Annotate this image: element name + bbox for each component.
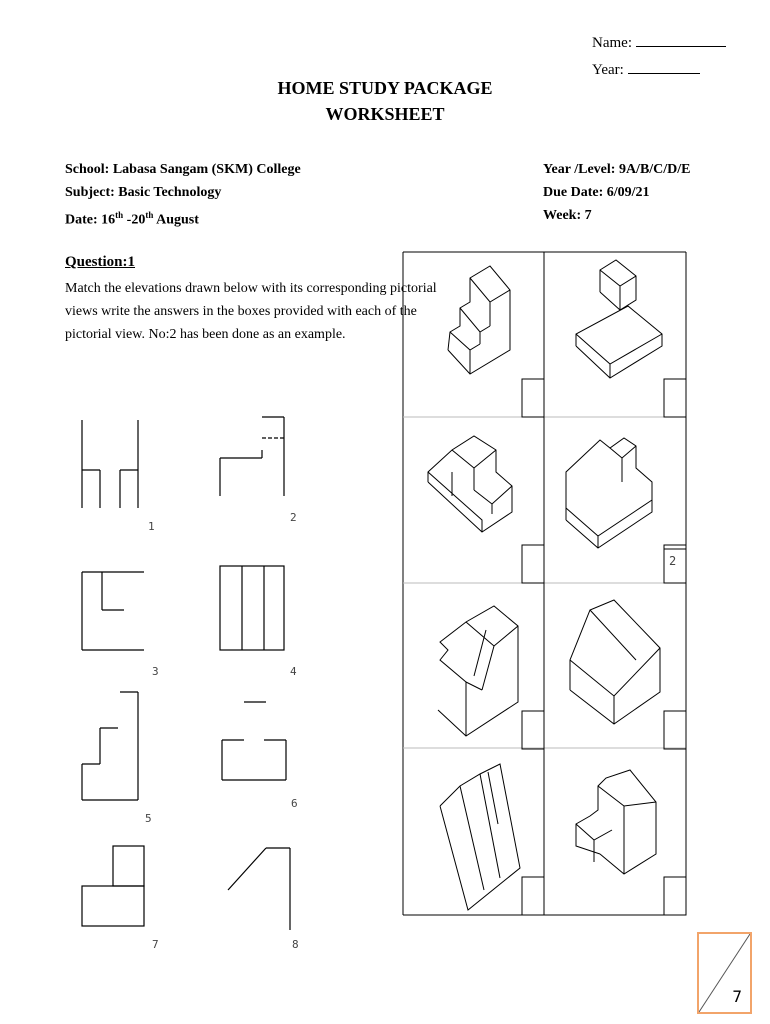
elevations-drawing [0, 400, 360, 960]
pictorial-g [440, 764, 520, 910]
subject-line: Subject: Basic Technology [65, 185, 222, 200]
pictorial-c [428, 436, 512, 532]
pictorial-e [438, 606, 518, 736]
elevation-8 [228, 848, 290, 930]
elevation-label-8: 8 [292, 938, 299, 951]
answer-box-5 [522, 711, 544, 749]
answer-box-3 [522, 545, 544, 583]
school-line: School: Labasa Sangam (SKM) College [65, 162, 301, 177]
name-field[interactable] [592, 33, 726, 52]
elevation-4 [220, 566, 284, 650]
info-right [543, 158, 691, 227]
answer-box-1 [522, 379, 544, 417]
question-text: Match the elevations drawn below with its corresponding pictorial views write the answers in the boxes provided with each of the pictorial view. No:2 has been done as an example. [65, 281, 437, 342]
elevation-7 [82, 846, 144, 926]
date-line: Date: 16th -20th August [65, 210, 199, 228]
elevation-1 [82, 420, 138, 508]
pictorial-grid [400, 250, 690, 920]
elevation-5 [82, 692, 138, 800]
pictorial-b [576, 260, 662, 378]
page-number: 7 [732, 987, 742, 1006]
question-heading: Question:1 [65, 254, 136, 270]
page-title: HOME STUDY PACKAGE [277, 78, 493, 98]
pictorial-a [448, 266, 510, 374]
name-label: Name: [592, 35, 632, 51]
elevation-label-1: 1 [148, 520, 155, 533]
answer-box-7 [522, 877, 544, 915]
elevation-3 [82, 572, 144, 650]
page-number-box [697, 932, 752, 1014]
elevation-6 [222, 702, 286, 780]
answer-box-8 [664, 877, 686, 915]
year-blank[interactable] [628, 60, 700, 74]
answer-box-6 [664, 711, 686, 749]
level-line: Year /Level: 9A/B/C/D/E [543, 162, 691, 177]
year-label: Year: [592, 62, 624, 78]
due-line: Due Date: 6/09/21 [543, 185, 650, 200]
elevation-label-6: 6 [291, 797, 298, 810]
elevation-label-4: 4 [290, 665, 297, 678]
page-subtitle: WORKSHEET [325, 104, 445, 124]
elevation-label-7: 7 [152, 938, 159, 951]
elevation-label-3: 3 [152, 665, 159, 678]
elevation-2 [220, 417, 284, 496]
week-line: Week: 7 [543, 208, 592, 223]
example-answer: 2 [669, 554, 677, 568]
elevation-label-5: 5 [145, 812, 152, 825]
elevation-label-2: 2 [290, 511, 297, 524]
info-left [65, 158, 301, 232]
name-blank[interactable] [636, 33, 726, 47]
pictorial-d [566, 438, 652, 548]
year-field[interactable] [592, 60, 700, 79]
answer-box-2 [664, 379, 686, 417]
pictorial-f [570, 600, 660, 724]
pictorial-h [576, 770, 656, 874]
